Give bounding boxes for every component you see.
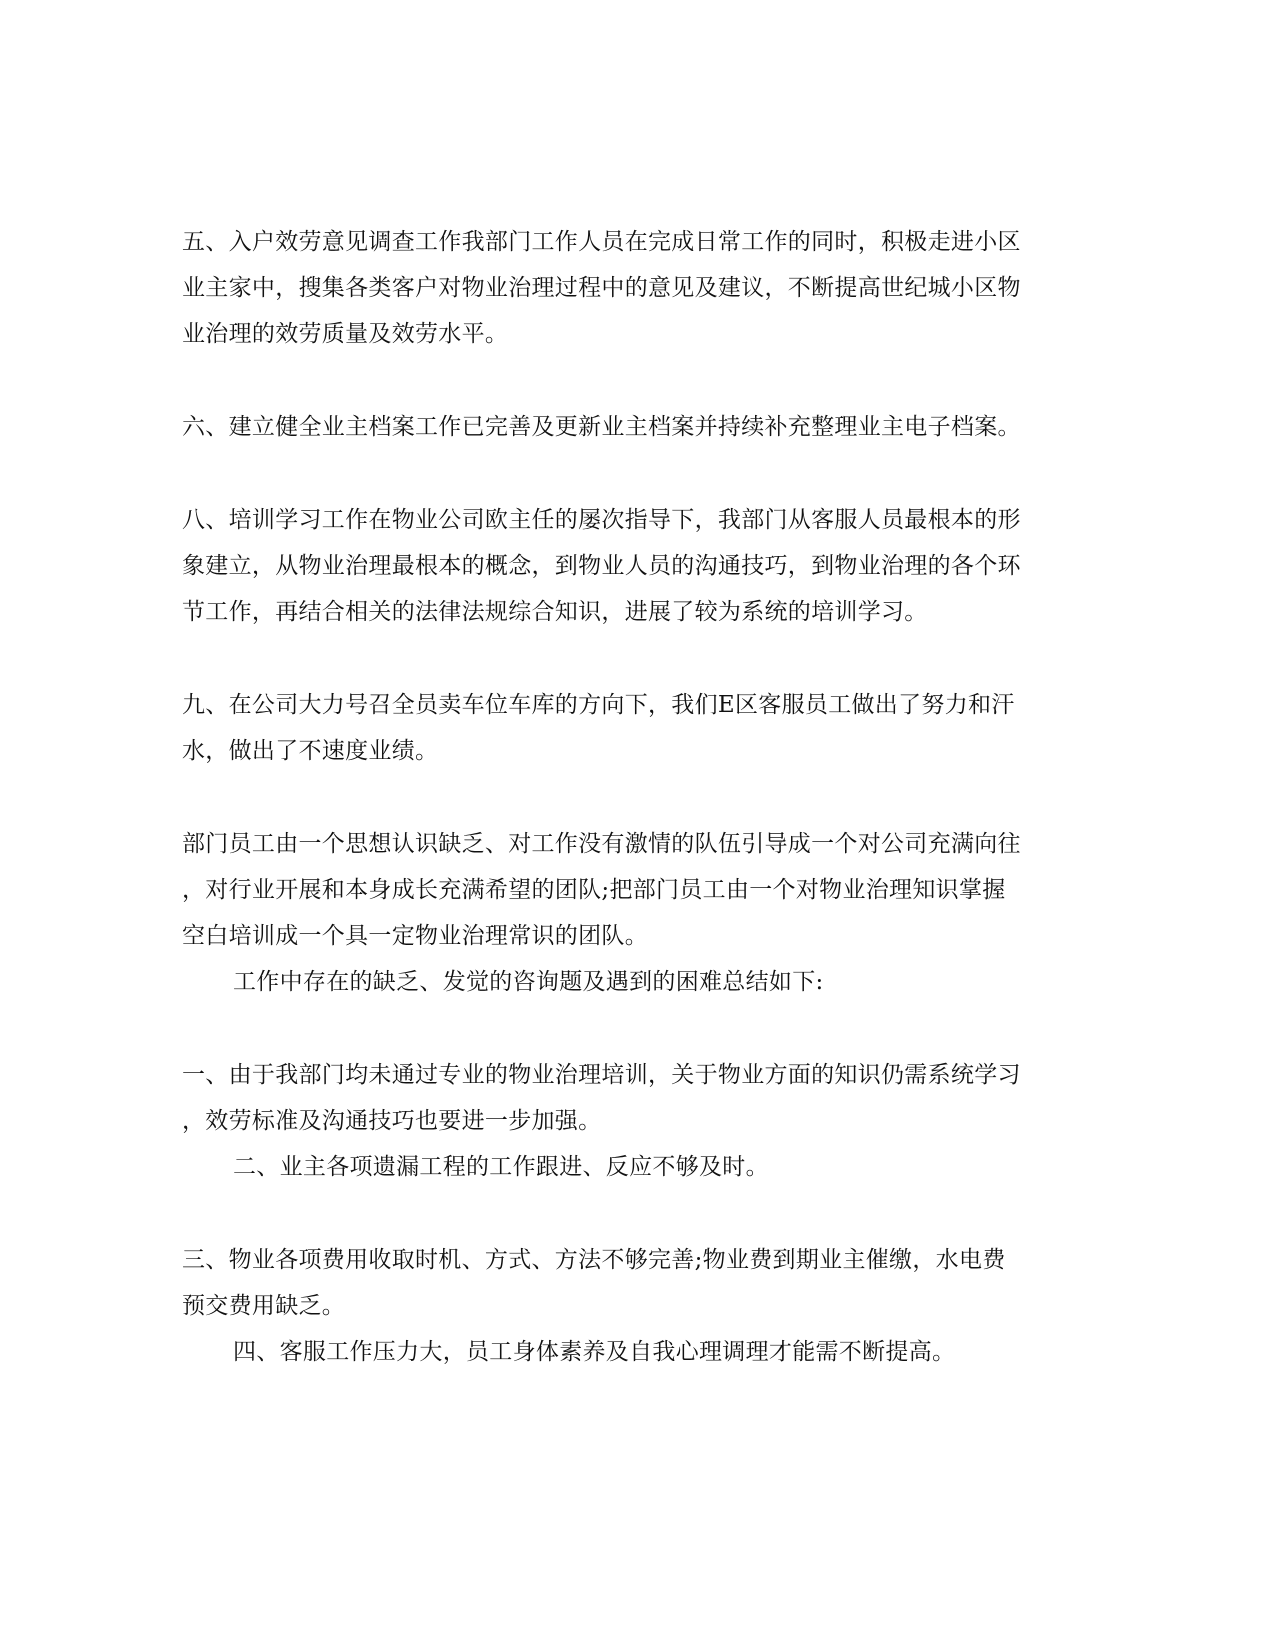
paragraph-5-line-1: 五、入户效劳意见调查工作我部门工作人员在完成日常工作的同时，积极走进小区 bbox=[182, 229, 1021, 255]
paragraph-5-line-2: 业主家中，搜集各类客户对物业治理过程中的意见及建议，不断提高世纪城小区物 bbox=[182, 275, 1021, 301]
problem-3-line-2: 预交费用缺乏。 bbox=[182, 1293, 346, 1319]
paragraph-5-line-3: 业治理的效劳质量及效劳水平。 bbox=[182, 321, 509, 347]
paragraph-6-line-1: 六、建立健全业主档案工作已完善及更新业主档案并持续补充整理业主电子档案。 bbox=[182, 414, 1021, 440]
paragraph-8-line-3: 节工作，再结合相关的法律法规综合知识，进展了较为系统的培训学习。 bbox=[182, 599, 928, 625]
summary-paragraph-line-1: 部门员工由一个思想认识缺乏、对工作没有激情的队伍引导成一个对公司充满向往 bbox=[182, 831, 1021, 857]
problems-heading: 工作中存在的缺乏、发觉的咨询题及遇到的困难总结如下: bbox=[233, 969, 824, 995]
problem-1-line-1: 一、由于我部门均未通过专业的物业治理培训，关于物业方面的知识仍需系统学习 bbox=[182, 1062, 1021, 1088]
paragraph-9-line-2: 水，做出了不速度业绩。 bbox=[182, 738, 439, 764]
problem-3-line-1: 三、物业各项费用收取时机、方式、方法不够完善;物业费到期业主催缴，水电费 bbox=[182, 1247, 1006, 1273]
problem-4: 四、客服工作压力大，员工身体素养及自我心理调理才能需不断提高。 bbox=[233, 1339, 956, 1365]
summary-paragraph-line-2: ，对行业开展和本身成长充满希望的团队;把部门员工由一个对物业治理知识掌握 bbox=[182, 877, 1006, 903]
problem-1-line-2: ，效劳标准及沟通技巧也要进一步加强。 bbox=[182, 1108, 602, 1134]
problem-2: 二、业主各项遗漏工程的工作跟进、反应不够及时。 bbox=[233, 1154, 769, 1180]
paragraph-8-line-1: 八、培训学习工作在物业公司欧主任的屡次指导下，我部门从客服人员最根本的形 bbox=[182, 507, 1021, 533]
paragraph-8-line-2: 象建立，从物业治理最根本的概念，到物业人员的沟通技巧，到物业治理的各个环 bbox=[182, 553, 1021, 579]
paragraph-9-line-1: 九、在公司大力号召全员卖车位车库的方向下，我们E区客服员工做出了努力和汗 bbox=[182, 692, 1015, 718]
summary-paragraph-line-3: 空白培训成一个具一定物业治理常识的团队。 bbox=[182, 923, 648, 949]
